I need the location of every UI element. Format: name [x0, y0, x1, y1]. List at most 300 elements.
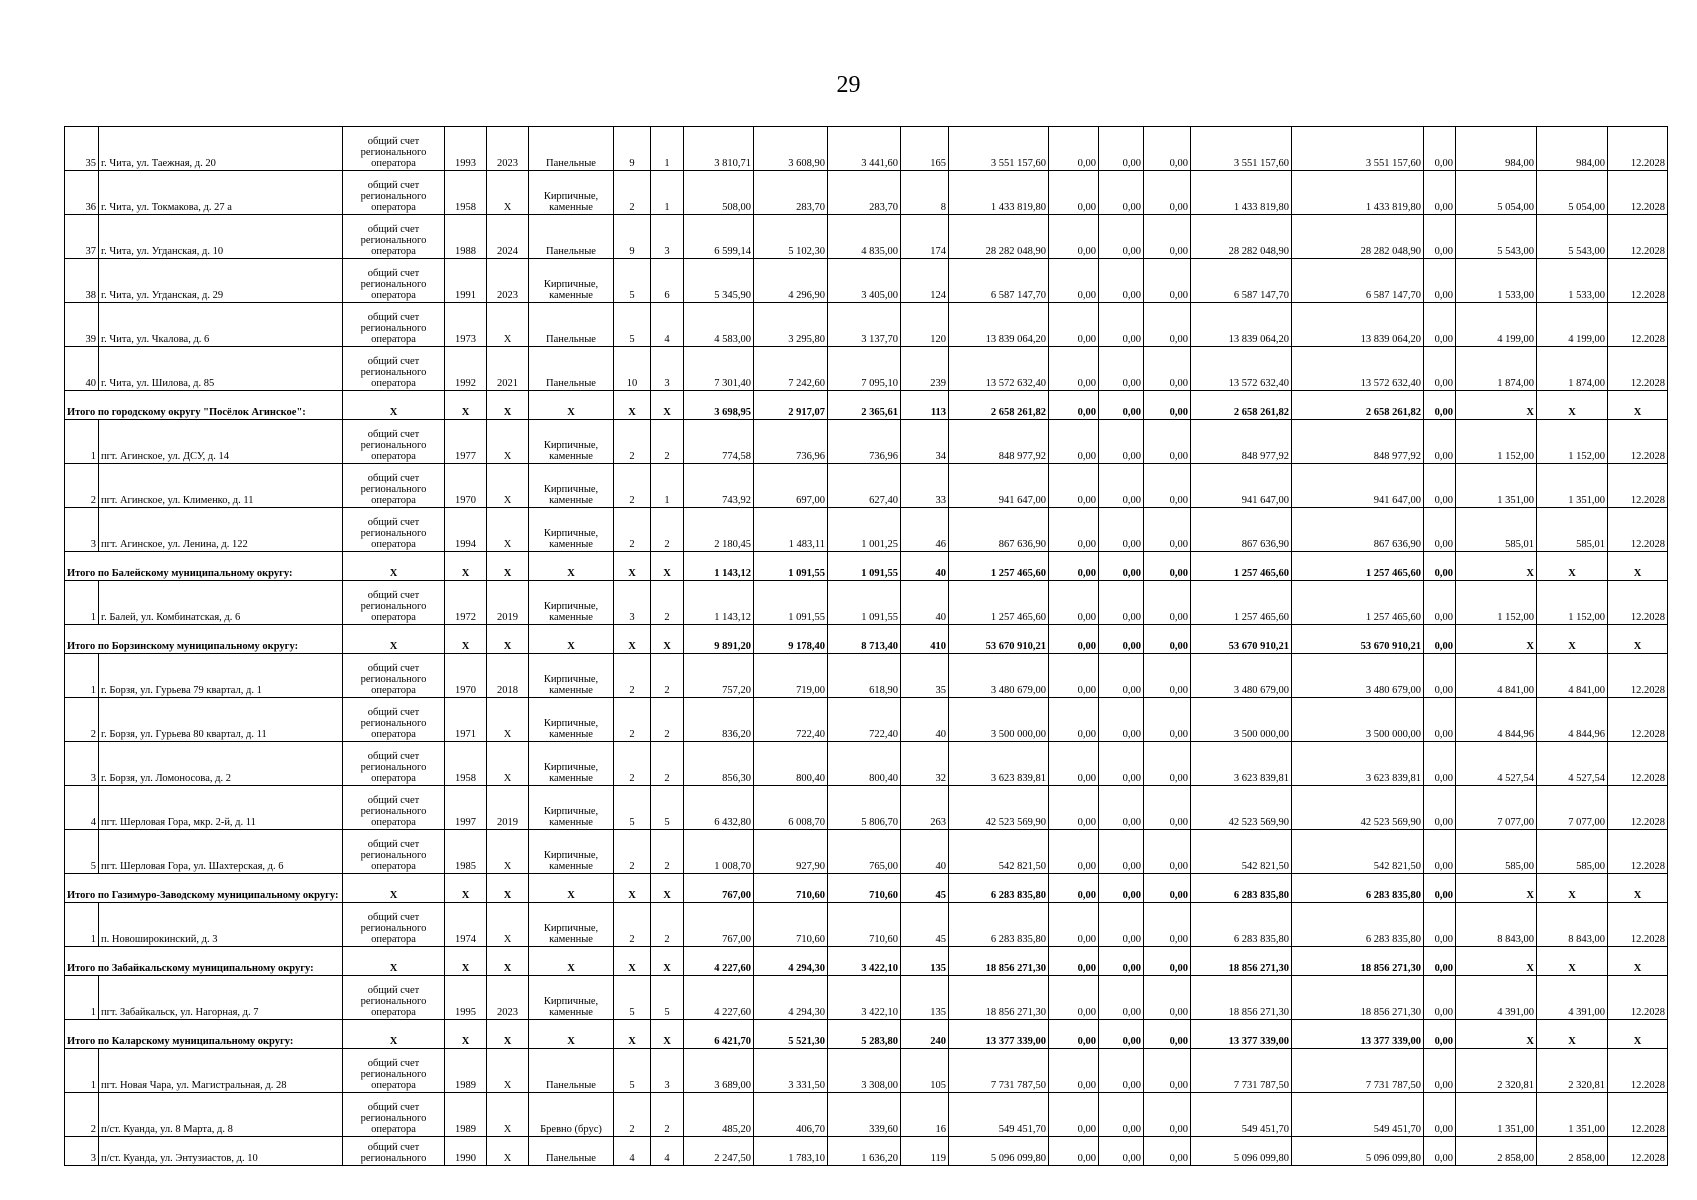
cell-residential-area: 1 091,55 [828, 581, 901, 625]
cell-row-number: 1 [65, 903, 99, 947]
cell-year-built: 1989 [445, 1049, 487, 1093]
cell-deadline: 12.2028 [1608, 786, 1668, 830]
subtotal-residents: 410 [901, 625, 949, 654]
cell-fund-local: 0,00 [1144, 654, 1191, 698]
cell-residents: 8 [901, 171, 949, 215]
subtotal-fund-local: 0,00 [1144, 391, 1191, 420]
cell-cost-sum: 3 623 839,81 [1292, 742, 1424, 786]
cell-fund-regional: 0,00 [1099, 1093, 1144, 1137]
cell-year-repair: 2023 [487, 976, 529, 1020]
cell-account-type: общий счет регионального оператора [343, 303, 445, 347]
cell-year-built: 1958 [445, 742, 487, 786]
subtotal-fund-owners: 1 257 465,60 [1191, 552, 1292, 581]
cell-cost-sum: 867 636,90 [1292, 508, 1424, 552]
cell-deadline: 12.2028 [1608, 1137, 1668, 1166]
cell-residential-area: 722,40 [828, 698, 901, 742]
cell-year-repair: X [487, 303, 529, 347]
cell-address: г. Балей, ул. Комбинатская, д. 6 [99, 581, 343, 625]
cell-deadline: 12.2028 [1608, 698, 1668, 742]
cell-floors: 2 [614, 420, 651, 464]
subtotal-wall-material: X [529, 874, 614, 903]
cell-fund-local: 0,00 [1144, 581, 1191, 625]
subtotal-living-area: 2 917,07 [754, 391, 828, 420]
cell-total-area: 508,00 [684, 171, 754, 215]
cell-wall-material: Бревно (брус) [529, 1093, 614, 1137]
cell-total-area: 4 227,60 [684, 976, 754, 1020]
subtotal-label: Итого по Каларскому муниципальному округу: [65, 1020, 343, 1049]
cell-residents: 174 [901, 215, 949, 259]
subtotal-residential-area: 1 091,55 [828, 552, 901, 581]
cell-cost-other: 0,00 [1424, 976, 1456, 1020]
cell-fund-local: 0,00 [1144, 127, 1191, 171]
cell-residents: 135 [901, 976, 949, 1020]
cell-cost-sum: 3 551 157,60 [1292, 127, 1424, 171]
cell-entrances: 5 [651, 976, 684, 1020]
subtotal-floors: X [614, 391, 651, 420]
cell-max-unit-cost: 7 077,00 [1537, 786, 1608, 830]
cell-fund-local: 0,00 [1144, 1049, 1191, 1093]
cell-cost-sum: 7 731 787,50 [1292, 1049, 1424, 1093]
cell-cost-sum: 42 523 569,90 [1292, 786, 1424, 830]
subtotal-unit-cost: X [1456, 874, 1537, 903]
subtotal-deadline: X [1608, 874, 1668, 903]
cell-total-area: 836,20 [684, 698, 754, 742]
cell-unit-cost: 1 351,00 [1456, 464, 1537, 508]
subtotal-residents: 240 [901, 1020, 949, 1049]
subtotal-floors: X [614, 625, 651, 654]
table-row [65, 259, 1668, 303]
cell-fund-owners: 6 283 835,80 [1191, 903, 1292, 947]
cell-residents: 124 [901, 259, 949, 303]
cell-unit-cost: 8 843,00 [1456, 903, 1537, 947]
cell-cost-other: 0,00 [1424, 259, 1456, 303]
cell-residential-area: 736,96 [828, 420, 901, 464]
cell-entrances: 1 [651, 171, 684, 215]
subtotal-label: Итого по Забайкальскому муниципальному округу: [65, 947, 343, 976]
cell-fund-local: 0,00 [1144, 464, 1191, 508]
cell-unit-cost: 1 152,00 [1456, 581, 1537, 625]
cell-row-number: 1 [65, 581, 99, 625]
cell-residents: 16 [901, 1093, 949, 1137]
subtotal-year-repair: X [487, 625, 529, 654]
cell-residents: 35 [901, 654, 949, 698]
cell-cost-total: 5 096 099,80 [949, 1137, 1049, 1166]
cell-year-repair: 2024 [487, 215, 529, 259]
subtotal-year-built: X [445, 874, 487, 903]
cell-deadline: 12.2028 [1608, 420, 1668, 464]
table-row [65, 1049, 1668, 1093]
cell-total-area: 856,30 [684, 742, 754, 786]
subtotal-fund-local: 0,00 [1144, 947, 1191, 976]
cell-residents: 119 [901, 1137, 949, 1166]
cell-row-number: 2 [65, 698, 99, 742]
cell-fund-owners: 848 977,92 [1191, 420, 1292, 464]
cell-deadline: 12.2028 [1608, 215, 1668, 259]
cell-unit-cost: 2 320,81 [1456, 1049, 1537, 1093]
subtotal-residential-area: 3 422,10 [828, 947, 901, 976]
cell-year-built: 1992 [445, 347, 487, 391]
subtotal-label: Итого по Газимуро-Заводскому муниципальному округу: [65, 874, 343, 903]
cell-cost-total: 1 433 819,80 [949, 171, 1049, 215]
cell-floors: 2 [614, 464, 651, 508]
cell-floors: 5 [614, 786, 651, 830]
cell-year-repair: 2023 [487, 127, 529, 171]
cell-unit-cost: 1 152,00 [1456, 420, 1537, 464]
cell-fund-owners: 1 433 819,80 [1191, 171, 1292, 215]
cell-row-number: 3 [65, 1137, 99, 1166]
subtotal-cost-sum: 53 670 910,21 [1292, 625, 1424, 654]
cell-fund-federal: 0,00 [1049, 127, 1099, 171]
cell-unit-cost: 585,01 [1456, 508, 1537, 552]
subtotal-residential-area: 5 283,80 [828, 1020, 901, 1049]
subtotal-row [65, 947, 1668, 976]
cell-total-area: 7 301,40 [684, 347, 754, 391]
cell-fund-regional: 0,00 [1099, 420, 1144, 464]
cell-fund-owners: 941 647,00 [1191, 464, 1292, 508]
table-row [65, 581, 1668, 625]
table-row [65, 1137, 1668, 1166]
cell-address: г. Чита, ул. Чкалова, д. 6 [99, 303, 343, 347]
cell-living-area: 7 242,60 [754, 347, 828, 391]
cell-cost-other: 0,00 [1424, 347, 1456, 391]
cell-fund-regional: 0,00 [1099, 464, 1144, 508]
cell-fund-owners: 18 856 271,30 [1191, 976, 1292, 1020]
cell-fund-owners: 867 636,90 [1191, 508, 1292, 552]
cell-year-built: 1993 [445, 127, 487, 171]
subtotal-year-built: X [445, 1020, 487, 1049]
cell-cost-other: 0,00 [1424, 215, 1456, 259]
cell-residential-area: 765,00 [828, 830, 901, 874]
cell-deadline: 12.2028 [1608, 259, 1668, 303]
cell-cost-total: 848 977,92 [949, 420, 1049, 464]
cell-cost-total: 549 451,70 [949, 1093, 1049, 1137]
cell-cost-total: 42 523 569,90 [949, 786, 1049, 830]
subtotal-label: Итого по городскому округу "Посёлок Агинское": [65, 391, 343, 420]
subtotal-fund-local: 0,00 [1144, 874, 1191, 903]
cell-max-unit-cost: 8 843,00 [1537, 903, 1608, 947]
cell-unit-cost: 4 841,00 [1456, 654, 1537, 698]
cell-fund-federal: 0,00 [1049, 464, 1099, 508]
cell-address: пгт. Забайкальск, ул. Нагорная, д. 7 [99, 976, 343, 1020]
cell-fund-owners: 1 257 465,60 [1191, 581, 1292, 625]
cell-max-unit-cost: 1 533,00 [1537, 259, 1608, 303]
cell-max-unit-cost: 4 199,00 [1537, 303, 1608, 347]
subtotal-cost-other: 0,00 [1424, 947, 1456, 976]
subtotal-floors: X [614, 1020, 651, 1049]
cell-residential-area: 283,70 [828, 171, 901, 215]
subtotal-cost-total: 1 257 465,60 [949, 552, 1049, 581]
cell-residential-area: 627,40 [828, 464, 901, 508]
cell-row-number: 4 [65, 786, 99, 830]
cell-cost-sum: 542 821,50 [1292, 830, 1424, 874]
cell-max-unit-cost: 5 543,00 [1537, 215, 1608, 259]
cell-unit-cost: 1 874,00 [1456, 347, 1537, 391]
subtotal-fund-federal: 0,00 [1049, 874, 1099, 903]
cell-wall-material: Панельные [529, 1137, 614, 1166]
cell-fund-owners: 13 839 064,20 [1191, 303, 1292, 347]
cell-residents: 165 [901, 127, 949, 171]
cell-account-type: общий счет регионального оператора [343, 215, 445, 259]
cell-year-repair: X [487, 420, 529, 464]
subtotal-fund-regional: 0,00 [1099, 1020, 1144, 1049]
cell-row-number: 3 [65, 508, 99, 552]
cell-entrances: 2 [651, 698, 684, 742]
cell-deadline: 12.2028 [1608, 742, 1668, 786]
cell-cost-sum: 1 433 819,80 [1292, 171, 1424, 215]
cell-living-area: 3 295,80 [754, 303, 828, 347]
cell-wall-material: Кирпичные, каменные [529, 654, 614, 698]
cell-fund-federal: 0,00 [1049, 903, 1099, 947]
cell-fund-owners: 28 282 048,90 [1191, 215, 1292, 259]
cell-cost-sum: 3 500 000,00 [1292, 698, 1424, 742]
cell-cost-total: 28 282 048,90 [949, 215, 1049, 259]
cell-cost-sum: 6 283 835,80 [1292, 903, 1424, 947]
subtotal-max-unit-cost: X [1537, 947, 1608, 976]
cell-year-built: 1958 [445, 171, 487, 215]
cell-max-unit-cost: 4 391,00 [1537, 976, 1608, 1020]
cell-wall-material: Кирпичные, каменные [529, 786, 614, 830]
subtotal-year-repair: X [487, 874, 529, 903]
table-row [65, 742, 1668, 786]
cell-deadline: 12.2028 [1608, 171, 1668, 215]
table-row [65, 127, 1668, 171]
subtotal-label: Итого по Борзинскому муниципальному округу: [65, 625, 343, 654]
cell-max-unit-cost: 585,00 [1537, 830, 1608, 874]
cell-floors: 2 [614, 508, 651, 552]
cell-floors: 3 [614, 581, 651, 625]
cell-account-type: общий счет регионального оператора [343, 654, 445, 698]
cell-fund-federal: 0,00 [1049, 508, 1099, 552]
cell-residential-area: 1 636,20 [828, 1137, 901, 1166]
subtotal-entrances: X [651, 1020, 684, 1049]
cell-year-built: 1970 [445, 654, 487, 698]
cell-fund-owners: 542 821,50 [1191, 830, 1292, 874]
cell-fund-regional: 0,00 [1099, 215, 1144, 259]
cell-wall-material: Панельные [529, 215, 614, 259]
cell-residential-area: 800,40 [828, 742, 901, 786]
subtotal-row [65, 552, 1668, 581]
cell-fund-local: 0,00 [1144, 420, 1191, 464]
cell-fund-owners: 7 731 787,50 [1191, 1049, 1292, 1093]
cell-deadline: 12.2028 [1608, 903, 1668, 947]
cell-max-unit-cost: 4 527,54 [1537, 742, 1608, 786]
subtotal-total-area: 1 143,12 [684, 552, 754, 581]
cell-year-repair: 2019 [487, 786, 529, 830]
cell-wall-material: Кирпичные, каменные [529, 420, 614, 464]
cell-cost-other: 0,00 [1424, 830, 1456, 874]
cell-residents: 33 [901, 464, 949, 508]
subtotal-row [65, 1020, 1668, 1049]
cell-deadline: 12.2028 [1608, 127, 1668, 171]
cell-floors: 2 [614, 1093, 651, 1137]
subtotal-entrances: X [651, 391, 684, 420]
subtotal-wall-material: X [529, 947, 614, 976]
cell-account-type: общий счет регионального оператора [343, 508, 445, 552]
cell-floors: 9 [614, 215, 651, 259]
subtotal-fund-federal: 0,00 [1049, 552, 1099, 581]
cell-address: г. Чита, ул. Угданская, д. 10 [99, 215, 343, 259]
cell-year-repair: X [487, 1049, 529, 1093]
cell-entrances: 1 [651, 127, 684, 171]
cell-cost-sum: 28 282 048,90 [1292, 215, 1424, 259]
cell-living-area: 927,90 [754, 830, 828, 874]
cell-floors: 2 [614, 171, 651, 215]
subtotal-residents: 135 [901, 947, 949, 976]
cell-fund-owners: 3 480 679,00 [1191, 654, 1292, 698]
cell-unit-cost: 5 054,00 [1456, 171, 1537, 215]
cell-account-type: общий счет регионального оператора [343, 742, 445, 786]
cell-cost-sum: 848 977,92 [1292, 420, 1424, 464]
cell-year-built: 1997 [445, 786, 487, 830]
cell-fund-federal: 0,00 [1049, 786, 1099, 830]
subtotal-cost-sum: 13 377 339,00 [1292, 1020, 1424, 1049]
cell-residents: 46 [901, 508, 949, 552]
table-row [65, 976, 1668, 1020]
cell-account-type: общий счет регионального [343, 1137, 445, 1166]
subtotal-residents: 45 [901, 874, 949, 903]
cell-cost-other: 0,00 [1424, 742, 1456, 786]
cell-address: п. Новоширокинский, д. 3 [99, 903, 343, 947]
cell-fund-regional: 0,00 [1099, 786, 1144, 830]
cell-living-area: 710,60 [754, 903, 828, 947]
cell-address: г. Борзя, ул. Гурьева 80 квартал, д. 11 [99, 698, 343, 742]
subtotal-year-repair: X [487, 947, 529, 976]
subtotal-floors: X [614, 947, 651, 976]
cell-fund-local: 0,00 [1144, 1137, 1191, 1166]
cell-total-area: 3 810,71 [684, 127, 754, 171]
cell-floors: 2 [614, 654, 651, 698]
cell-max-unit-cost: 984,00 [1537, 127, 1608, 171]
cell-floors: 4 [614, 1137, 651, 1166]
subtotal-living-area: 9 178,40 [754, 625, 828, 654]
cell-residential-area: 3 308,00 [828, 1049, 901, 1093]
cell-living-area: 283,70 [754, 171, 828, 215]
subtotal-wall-material: X [529, 625, 614, 654]
subtotal-wall-material: X [529, 552, 614, 581]
cell-floors: 5 [614, 1049, 651, 1093]
cell-cost-total: 13 572 632,40 [949, 347, 1049, 391]
cell-row-number: 40 [65, 347, 99, 391]
cell-fund-regional: 0,00 [1099, 654, 1144, 698]
cell-floors: 5 [614, 303, 651, 347]
cell-cost-total: 1 257 465,60 [949, 581, 1049, 625]
subtotal-living-area: 4 294,30 [754, 947, 828, 976]
cell-row-number: 38 [65, 259, 99, 303]
cell-address: г. Чита, ул. Шилова, д. 85 [99, 347, 343, 391]
subtotal-year-built: X [445, 552, 487, 581]
cell-total-area: 774,58 [684, 420, 754, 464]
cell-fund-local: 0,00 [1144, 1093, 1191, 1137]
subtotal-cost-other: 0,00 [1424, 874, 1456, 903]
cell-cost-other: 0,00 [1424, 127, 1456, 171]
cell-year-built: 1995 [445, 976, 487, 1020]
cell-fund-owners: 3 500 000,00 [1191, 698, 1292, 742]
subtotal-cost-other: 0,00 [1424, 1020, 1456, 1049]
cell-living-area: 4 294,30 [754, 976, 828, 1020]
subtotal-account-type: X [343, 874, 445, 903]
subtotal-fund-local: 0,00 [1144, 1020, 1191, 1049]
subtotal-max-unit-cost: X [1537, 1020, 1608, 1049]
cell-account-type: общий счет регионального оператора [343, 171, 445, 215]
cell-floors: 10 [614, 347, 651, 391]
cell-cost-total: 13 839 064,20 [949, 303, 1049, 347]
cell-entrances: 2 [651, 508, 684, 552]
subtotal-year-built: X [445, 391, 487, 420]
subtotal-account-type: X [343, 1020, 445, 1049]
cell-fund-regional: 0,00 [1099, 903, 1144, 947]
cell-account-type: общий счет регионального оператора [343, 1093, 445, 1137]
cell-row-number: 1 [65, 1049, 99, 1093]
cell-row-number: 1 [65, 654, 99, 698]
table-row [65, 303, 1668, 347]
cell-living-area: 736,96 [754, 420, 828, 464]
cell-account-type: общий счет регионального оператора [343, 127, 445, 171]
cell-cost-sum: 1 257 465,60 [1292, 581, 1424, 625]
cell-entrances: 3 [651, 215, 684, 259]
cell-entrances: 4 [651, 303, 684, 347]
cell-unit-cost: 2 858,00 [1456, 1137, 1537, 1166]
cell-fund-regional: 0,00 [1099, 698, 1144, 742]
subtotal-account-type: X [343, 625, 445, 654]
cell-fund-owners: 5 096 099,80 [1191, 1137, 1292, 1166]
subtotal-row [65, 874, 1668, 903]
cell-cost-sum: 549 451,70 [1292, 1093, 1424, 1137]
cell-fund-federal: 0,00 [1049, 830, 1099, 874]
cell-cost-sum: 3 480 679,00 [1292, 654, 1424, 698]
cell-max-unit-cost: 2 320,81 [1537, 1049, 1608, 1093]
cell-address: г. Чита, ул. Таежная, д. 20 [99, 127, 343, 171]
cell-floors: 2 [614, 742, 651, 786]
subtotal-wall-material: X [529, 391, 614, 420]
subtotal-residential-area: 2 365,61 [828, 391, 901, 420]
table-row [65, 347, 1668, 391]
cell-cost-other: 0,00 [1424, 1049, 1456, 1093]
cell-fund-owners: 42 523 569,90 [1191, 786, 1292, 830]
cell-year-repair: X [487, 1093, 529, 1137]
subtotal-fund-owners: 13 377 339,00 [1191, 1020, 1292, 1049]
cell-fund-federal: 0,00 [1049, 171, 1099, 215]
cell-max-unit-cost: 1 351,00 [1537, 464, 1608, 508]
cell-residents: 45 [901, 903, 949, 947]
subtotal-year-built: X [445, 625, 487, 654]
cell-cost-sum: 13 572 632,40 [1292, 347, 1424, 391]
cell-fund-regional: 0,00 [1099, 171, 1144, 215]
cell-max-unit-cost: 1 874,00 [1537, 347, 1608, 391]
cell-total-area: 485,20 [684, 1093, 754, 1137]
cell-year-repair: 2019 [487, 581, 529, 625]
cell-cost-sum: 18 856 271,30 [1292, 976, 1424, 1020]
cell-account-type: общий счет регионального оператора [343, 464, 445, 508]
cell-account-type: общий счет регионального оператора [343, 347, 445, 391]
cell-wall-material: Кирпичные, каменные [529, 698, 614, 742]
cell-fund-owners: 6 587 147,70 [1191, 259, 1292, 303]
cell-residents: 40 [901, 830, 949, 874]
cell-deadline: 12.2028 [1608, 1093, 1668, 1137]
subtotal-row [65, 625, 1668, 654]
subtotal-entrances: X [651, 874, 684, 903]
cell-fund-local: 0,00 [1144, 903, 1191, 947]
cell-year-built: 1994 [445, 508, 487, 552]
cell-residents: 120 [901, 303, 949, 347]
cell-fund-federal: 0,00 [1049, 303, 1099, 347]
cell-fund-regional: 0,00 [1099, 976, 1144, 1020]
cell-residential-area: 618,90 [828, 654, 901, 698]
cell-floors: 5 [614, 976, 651, 1020]
cell-row-number: 2 [65, 464, 99, 508]
cell-cost-total: 7 731 787,50 [949, 1049, 1049, 1093]
subtotal-account-type: X [343, 947, 445, 976]
housing-repair-table [64, 126, 1668, 1166]
